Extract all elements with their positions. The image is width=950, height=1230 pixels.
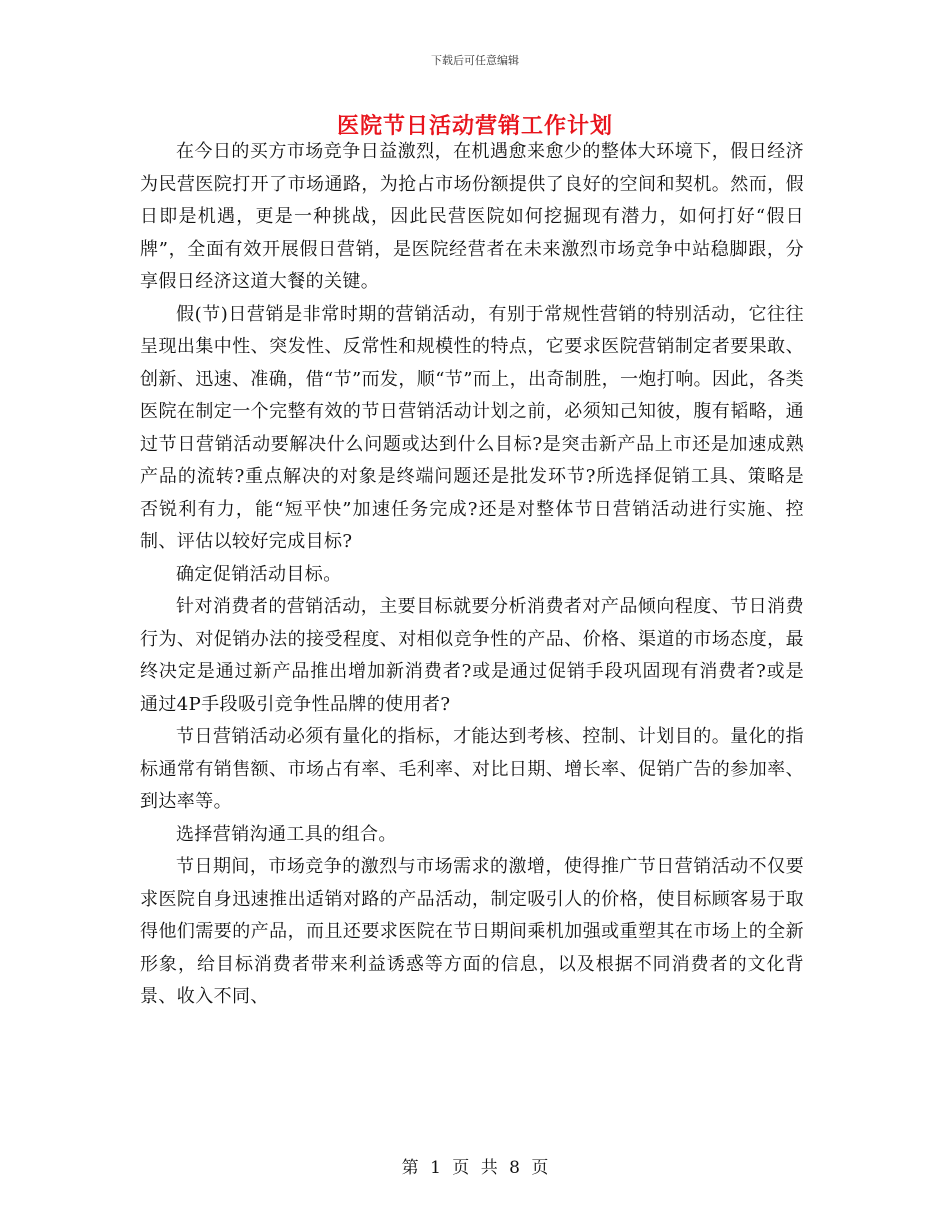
paragraph: 针对消费者的营销活动，主要目标就要分析消费者对产品倾向程度、节日消费行为、对促销办法的接受程度、对相似竞争性的产品、价格、渠道的市场态度，最终决定是通过新产品推出增加新消费者?或是通过促销手段巩固现有消费者?或是通过4P手段吸引竞争性品牌的使用者?: [140, 596, 804, 715]
paragraph: 节日营销活动必须有量化的指标，才能达到考核、控制、计划目的。量化的指标通常有销售额、市场占有率、毛利率、对比日期、增长率、促销广告的参加率、到达率等。: [140, 726, 804, 812]
paragraph: 在今日的买方市场竞争日益激烈，在机遇愈来愈少的整体大环境下，假日经济为民营医院打开了市场通路，为抢占市场份额提供了良好的空间和契机。然而，假日即是机遇，更是一种挑战，因此民营医院如何挖掘现有潜力，如何打好“假日牌”，全面有效开展假日营销，是医院经营者在未来激烈市场竞争中站稳脚跟，分享假日经济这道大餐的关键。: [140, 141, 804, 292]
paragraph: 假(节)日营销是非常时期的营销活动，有别于常规性营销的特别活动，它往往呈现出集中性、突发性、反常性和规模性的特点，它要求医院营销制定者要果敢、创新、迅速、准确，借“节”而发，顺“节”而上，出奇制胜，一炮打响。因此，各类医院在制定一个完整有效的节日营销活动计划之前，必须知己知彼，腹有韬略，通过节日营销活动要解决什么问题或达到什么目标?是突击新产品上市还是加速成熟产品的流转?重点解决的对象是终端问题还是批发环节?所选择促销工具、策略是否锐利有力，能“短平快”加速任务完成?还是对整体节日营销活动进行实施、控制、评估以较好完成目标?: [140, 303, 805, 552]
paragraph: 选择营销沟通工具的组合。: [176, 823, 397, 845]
document-body: [140, 136, 804, 1014]
document-title: 医院节日活动营销工作计划: [336, 113, 613, 139]
page-number: 第 1 页 共 8 页: [401, 1158, 549, 1178]
paragraph: 节日期间，市场竞争的激烈与市场需求的激增，使得推广节日营销活动不仅要求医院自身迅速推出适销对路的产品活动，制定吸引人的价格，使目标顾客易于取得他们需要的产品，而且还要求医院在节日期间乘机加强或重塑其在市场上的全新形象，给目标消费者带来利益诱惑等方面的信息，以及根据不同消费者的文化背景、收入不同、: [140, 856, 804, 1007]
paragraph: 确定促销活动目标。: [176, 563, 342, 585]
header-note: 下载后可任意编辑: [431, 54, 519, 67]
